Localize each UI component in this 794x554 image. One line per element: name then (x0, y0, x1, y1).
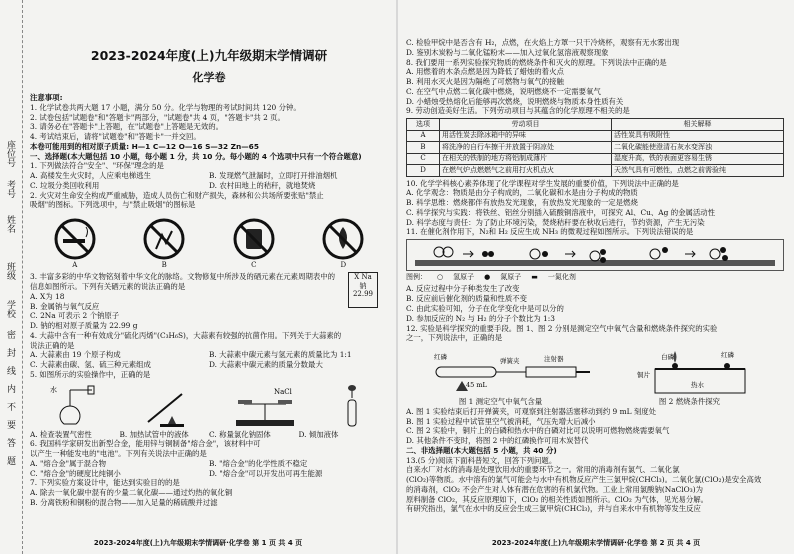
q12-option-c: C. 图 2 实验中，铜片上的白磷和热水中的白磷对比可以说明可燃物燃烧需要氧气 (406, 426, 670, 436)
q11-legend (406, 273, 784, 282)
page-2-content (406, 0, 784, 554)
balance-scale-icon (230, 384, 300, 428)
q9-table (406, 118, 784, 177)
molecule-process-icon (415, 242, 775, 268)
q3-option-b: B. 金属钠与氧气反应 (30, 301, 100, 311)
q1-option-b: B. 发现燃气泄漏时，立即打开排油烟机 (209, 171, 338, 181)
q8-option-a: A. 用燃着的木条点燃是因为降低了蜡烛的着火点 (406, 67, 564, 77)
table-cell: B (407, 142, 440, 154)
element-symbol: X Na (354, 273, 372, 282)
table-row (407, 165, 784, 177)
table-row (407, 142, 784, 154)
q13-para-line: 有研究指出，氯气在水中的反应会生成三氯甲烷(CHCl₃)，并与自来水中有机物等发生反应 (406, 504, 701, 514)
q8-option-c: C. 在空气中点燃二氧化碳中燃烧，说明燃烧不一定需要氧气 (406, 86, 601, 96)
q2-label-c: C (251, 260, 257, 269)
hot-water-label: 热水 (690, 381, 704, 390)
note-line: 4. 考试结束后，请将"试题卷"和"答题卡"一并交回。 (30, 132, 201, 142)
oxygen-measure-apparatus-icon (426, 347, 596, 395)
q12-option-d: D. 其他条件不变时，将图 2 中的红磷换作可用木炭替代 (406, 436, 589, 446)
table-cell: 湿度升高，铁的表面更容易生锈 (612, 153, 784, 165)
table-cell: D (407, 165, 440, 177)
q7-line: 7. 下列实验方案设计中，能达到实验目的的是 (30, 478, 180, 488)
red-phosphorus-label: 红磷 (433, 353, 447, 362)
q2-figures (30, 212, 388, 270)
q4-option-a: A. 大蒜素由 19 个原子构成 (30, 350, 121, 360)
q6-option-b: B. "熔合金"的化学性质不稳定 (209, 458, 308, 468)
gutter-seal-char: 封 (5, 348, 15, 357)
q7-option-d: D. 鉴别木炭粉与二氧化锰粉末——加入过氧化氢溶液观察现象 (406, 47, 609, 57)
q2-stem-line: 2. 火灾对生命安全构成严重威胁，造成人员伤亡和财产损失，森林和公共场所要张贴"禁止 (30, 190, 324, 200)
q2-figure-a (53, 217, 97, 270)
table-header: 选项 (407, 119, 440, 131)
q10-option-b: B. 科学思维：燃烧都伴有放热发光现象，有放热发光现象的一定是燃烧 (406, 198, 638, 208)
table-cell: C (407, 153, 440, 165)
q10-option-d: D. 科学态度与责任：为了防止环境污染，焚烧秸秆要在秋收后进行，节约资源，产生无污染 (406, 217, 705, 227)
q3-option-a: A. X为 18 (30, 291, 65, 301)
q10-stem: 10. 化学学科核心素养体现了化学课程对学生发展的重要价值，下列说法中正确的是 (406, 178, 679, 188)
q11-option-a: A. 反应过程中分子种类发生了改变 (406, 284, 520, 294)
q5-label-c: C. 称量氯化钠固体 (209, 429, 271, 439)
q2-figure-c (232, 217, 276, 270)
gutter-class-label: 班级 (5, 262, 15, 280)
q10-option-a: A. 化学观念：物质是由分子构成的，二氧化碳和水是由分子构成的物质 (406, 188, 638, 198)
table-cell: 二氧化碳能使澄清石灰水变浑浊 (612, 142, 784, 154)
combustion-apparatus-icon (635, 347, 765, 395)
table-cell: 将洗净的自行车擦干并放置于阴凉处 (440, 142, 612, 154)
q5-label-a: A. 检查装置气密性 (30, 429, 92, 439)
table-header: 劳动项目 (440, 119, 612, 131)
q4-line: 4. 大蒜中含有一种有效成分"硫化丙烯"(C₃H₆S)，大蒜素有较强的抗菌作用。下列关于大蒜素的 (30, 330, 342, 340)
gutter-seal-char: 答 (5, 438, 15, 447)
table-cell: A (407, 130, 440, 142)
q6-option-a: A. "熔合金"属于混合物 (30, 458, 106, 468)
q3-line: 信息如图所示。下列有关硒元素的说法正确的是 (30, 281, 186, 291)
q3-line: 3. 丰富多彩的中华文物铭刻着中华文化的脉络。文物修复中所涉及的硒元素在元素周期表中的 (30, 272, 336, 282)
table-header-row (407, 119, 784, 131)
q6-line: 以产生一种能发电的"电池"。下列有关说法中正确的是 (30, 449, 207, 459)
legend-nitrogen: 氮原子 (500, 273, 522, 282)
q2-label-b: B (161, 260, 167, 269)
table-header: 相关解释 (612, 119, 784, 131)
q13-para-line: 原料制备 ClO₂，其反应原理如下，ClO₂ 的相关性质如图所示。ClO₂ 为气体，见光易分解。 (406, 494, 709, 504)
q8-option-b: B. 利用水灭火是因为隔绝了可燃物与氧气的接触 (406, 77, 564, 87)
table-cell: 活性炭具有吸附性 (612, 130, 784, 142)
gutter-seal-char: 密 (5, 330, 15, 339)
q7-option-c: C. 检验甲烷中是否含有 H₂，点燃，在火焰上方罩一只干冷烧杯，观察有无水雾出现 (406, 38, 680, 47)
heating-test-tube-icon (138, 384, 198, 428)
q4-line: 说法正确的是 (30, 340, 75, 350)
periodic-element-box (348, 272, 378, 308)
note-line: 2. 试卷包括"试题卷"和"答题卡"两部分，"试题卷"共 4 页，"答题卡"共 2 页。 (30, 112, 285, 122)
section-1-heading: 一、选择题(本大题包括 10 小题，每小题 1 分，共 10 分。每小题的 4 个选项中只有一个符合题意) (30, 151, 362, 161)
q2-stem-line: 吸烟"的图标。下列选项中，与"禁止吸烟"的图标是 (30, 200, 196, 210)
nitrogen-atom-icon: ● (484, 273, 491, 282)
atomic-mass-line: 本卷可能用到的相对原子质量: H—1 C—12 O—16 S—32 Zn—65 (30, 141, 259, 151)
gutter-id-label: 考号 (5, 180, 15, 198)
table-cell: 天然气具有可燃性，点燃之前需验纯 (612, 165, 784, 177)
figure-1-caption: 图 1 测定空气中氧气含量 (458, 397, 543, 407)
legend-catalyst: 一氮化剂 (547, 273, 576, 282)
flammable-barrel-icon (232, 217, 276, 261)
q1-option-d: D. 农村田地上的秸秆，就地焚烧 (209, 180, 316, 190)
legend-prefix: 图例： (406, 273, 427, 282)
syringe-label: 注射器 (543, 355, 563, 364)
figure-2-caption: 图 2 燃烧条件探究 (658, 397, 721, 407)
exam-subtitle: 化学卷 (192, 70, 226, 84)
note-line: 3. 请务必在"答题卡"上答题，在"试题卷"上答题是无效的。 (30, 122, 223, 132)
q6-option-d: D. "熔合金"可以开发出可再生能源 (209, 468, 323, 478)
white-phosphorus-label: 白磷 (660, 353, 674, 362)
water-label: 水 (50, 385, 57, 394)
q12-option-b: B. 图 1 实验过程中试管里空气被消耗，气压先增大后减小 (406, 416, 596, 426)
gutter-seal-char: 题 (5, 456, 15, 465)
q8-stem: 8. 我们要用一系列实验探究物质的燃烧条件和灭火的原理。下列说法中正确的是 (406, 57, 667, 67)
no-smoking-icon (53, 217, 97, 261)
table-cell: 在相关的铁制的地方将铝制成薄片 (440, 153, 612, 165)
element-name: 钠 (359, 281, 367, 290)
red-phosphorus-label-2: 红磷 (720, 351, 734, 360)
svg-text:NaCl: NaCl (274, 387, 292, 396)
q6-option-c: C. "熔合金"的硬度比纯铜小 (30, 468, 121, 478)
q11-option-d: D. 参加反应的 N₂ 与 H₂ 的分子个数比为 1:3 (406, 313, 555, 323)
q11-stem: 11. 在催化剂作用下，N₂和 H₂ 反应生成 NH₃ 的微观过程如图所示。下列说法错误的是 (406, 227, 694, 237)
gutter-seal-char: 要 (5, 420, 15, 429)
copper-plate-label: 铜片 (636, 371, 650, 380)
exam-page-1 (0, 0, 396, 554)
q10-option-c: C. 科学探究与实践：将铁丝、铝丝分别插入硫酸铜溶液中，可探究 Al、Cu、Ag 的金属活动性 (406, 207, 716, 217)
gutter-seal-char: 内 (5, 384, 15, 393)
notes-heading: 注意事项: (30, 93, 63, 103)
q5-figures (30, 382, 388, 428)
q11-micro-diagram (406, 239, 784, 271)
catalyst-icon: ▬ (531, 273, 538, 282)
no-fireworks-icon (142, 217, 186, 261)
q5-stem: 5. 如图所示的实验操作中，正确的是 (30, 369, 151, 379)
dropper-tube-icon (332, 384, 372, 428)
q7-option-b: B. 分离铁粉和铜粉的混合物——加入足量的稀硫酸并过滤 (30, 497, 218, 507)
q2-figure-b (142, 217, 186, 270)
q13-para-line: 自来水厂对水的消毒是处理饮用水的重要环节之一。常用的消毒剂有氯气、二氧化氯 (406, 465, 680, 475)
q5-label-b: B. 加热试管中的液体 (119, 429, 189, 439)
volume-label: 45 mL (465, 381, 487, 390)
gutter-seal-char: 不 (5, 402, 15, 411)
gutter-seal-char: 线 (5, 366, 15, 375)
section-2-heading: 二、非选择题(本大题包括 5 小题，共 40 分) (406, 445, 557, 455)
element-mass: 22.99 (352, 289, 374, 298)
q12-captions (406, 397, 784, 407)
page-1-content (30, 0, 388, 554)
q2-label-d: D (340, 260, 347, 269)
q1-option-a: A. 高楼发生火灾时，人应乘电梯逃生 (30, 171, 151, 181)
q2-label-a: A (72, 260, 78, 269)
q3-option-c: C. 2Na 可表示 2 个钠原子 (30, 311, 120, 321)
q1-option-c: C. 垃圾分类回收利用 (30, 180, 100, 190)
q11-option-c: C. 由此实验可知，分子在化学变化中是可以分的 (406, 303, 564, 313)
table-cell: 在燃气炉点燃燃气之前用打火机点火 (440, 165, 612, 177)
table-row (407, 153, 784, 165)
no-open-flame-icon (321, 217, 365, 261)
airtight-check-apparatus-icon (46, 384, 106, 428)
q11-option-b: B. 反应前后催化剂的质量和性质不变 (406, 294, 527, 304)
gutter-name-label: 姓名 (5, 215, 15, 233)
q12-line: 12. 实验是科学探究的重要手段。图 1、图 2 分别是测定空气中氧气含量和燃烧条件探究的实验 (406, 323, 718, 333)
binding-gutter (0, 0, 23, 554)
spring-clip-label: 弹簧夹 (499, 357, 519, 366)
q5-label-d: D. 倾加液体 (298, 429, 339, 439)
q12-figures (406, 345, 784, 395)
q4-option-b: B. 大蒜素中碳元素与氢元素的质量比为 1:1 (209, 350, 352, 360)
gutter-school-label: 学校 (5, 300, 15, 318)
q6-line: 6. 我国科学家研发出新型合金，能用锌与铜制备"熔合金"，该材料中可 (30, 439, 261, 449)
q12-option-a: A. 图 1 实验结束后打开弹簧夹，可观察到注射器活塞移动到约 9 mL 刻度处 (406, 406, 657, 416)
q2-figure-d (321, 217, 365, 270)
hydrogen-atom-icon: ○ (437, 273, 444, 282)
q12-line: 之一，下列说法中，正确的是 (406, 333, 503, 343)
page-1-footer: 2023-2024年度(上)九年级期末学情调研·化学卷 第 1 页 共 4 页 (93, 539, 303, 547)
q13-stem: 13.(5 分)阅读下面科普短文，回答下列问题。 (406, 455, 557, 465)
q7-option-a: A. 除去一氧化碳中混有的少量二氧化碳——通过灼热的氧化铜 (30, 488, 233, 498)
table-row (407, 130, 784, 142)
q3-option-d: D. 钠的相对原子质量为 22.99 g (30, 321, 138, 331)
legend-hydrogen: 氢原子 (453, 273, 475, 282)
page-2-footer: 2023-2024年度(上)九年级期末学情调研·化学卷 第 2 页 共 4 页 (491, 539, 701, 547)
q13-para-line: (ClO₂)等物质。水中溶有的氯气可能会与水中有机物反应产生三氯甲烷(CHCl₃)。二氧化氯(ClO₂)是安全高效 (406, 475, 762, 485)
table-cell: 用活性炭去除冰箱中的异味 (440, 130, 612, 142)
exam-title: 2023-2024年度(上)九年级期末学情调研 (90, 48, 328, 63)
exam-page-2 (398, 0, 794, 554)
q9-stem: 9. 劳动创造美好生活。下列劳动项目与其蕴含的化学原理不相关的是 (406, 106, 630, 116)
note-line: 1. 化学试卷共两大题 17 小题，满分 50 分。化学与物理的考试时间共 120 分钟。 (30, 102, 301, 112)
q8-option-d: D. 小蜡烛受热熔化后能够再次燃烧，说明燃烧与物质本身性质有关 (406, 96, 624, 106)
q4-option-c: C. 大蒜素由碳、氢、硫三种元素组成 (30, 360, 151, 370)
q1-stem: 1. 下列做法符合"安全"、"环保"理念的是 (30, 161, 164, 171)
q13-para-line: 的消毒剂，ClO₂ 不会产生对人体有潜在危害的有机氯代物。工业上常用氯酸钠(NaClO₃)为 (406, 484, 703, 494)
gutter-seat-label: 座位号 (5, 140, 15, 167)
q4-option-d: D. 大蒜素中碳元素的质量分数最大 (209, 360, 323, 370)
